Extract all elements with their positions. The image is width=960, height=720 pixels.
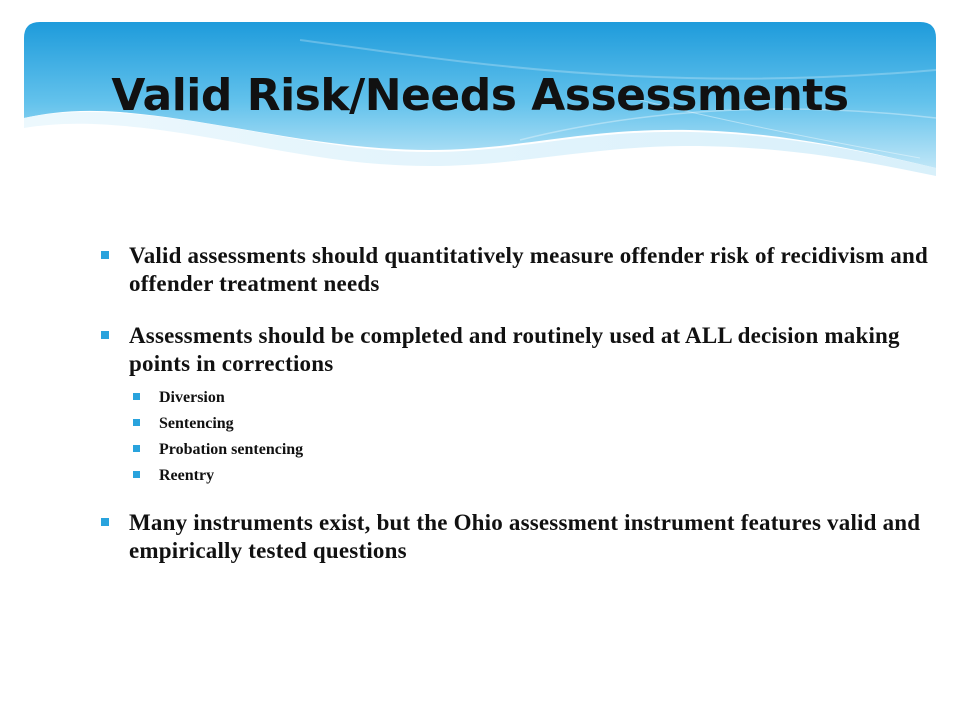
sub-bullet-item xyxy=(100,463,945,489)
bullet-text: Assessments should be completed and routinely used at ALL decision making points in corrections xyxy=(129,323,900,376)
bullet-item-3 xyxy=(100,509,945,565)
bullet-item-1 xyxy=(100,242,945,298)
square-bullet-icon xyxy=(133,419,140,426)
bullet-list xyxy=(100,242,945,565)
sub-bullet-text: Sentencing xyxy=(159,415,234,432)
bullet-text: Valid assessments should quantitatively measure offender risk of recidivism and offender treatment needs xyxy=(129,243,928,296)
square-bullet-icon xyxy=(133,393,140,400)
bullet-text: Many instruments exist, but the Ohio assessment instrument features valid and empirically tested questions xyxy=(129,510,921,563)
square-bullet-icon xyxy=(133,471,140,478)
sub-bullet-item xyxy=(100,437,945,463)
sub-bullet-item xyxy=(100,411,945,437)
sub-bullet-text: Probation sentencing xyxy=(159,441,304,458)
bullet-item-2 xyxy=(100,322,945,378)
slide-title: Valid Risk/Needs Assessments xyxy=(111,70,849,121)
sub-bullet-text: Diversion xyxy=(159,389,225,406)
sub-bullet-text: Reentry xyxy=(159,467,215,484)
square-bullet-icon xyxy=(101,251,109,259)
sub-bullet-item xyxy=(100,385,945,411)
square-bullet-icon xyxy=(101,331,109,339)
square-bullet-icon xyxy=(133,445,140,452)
square-bullet-icon xyxy=(101,518,109,526)
